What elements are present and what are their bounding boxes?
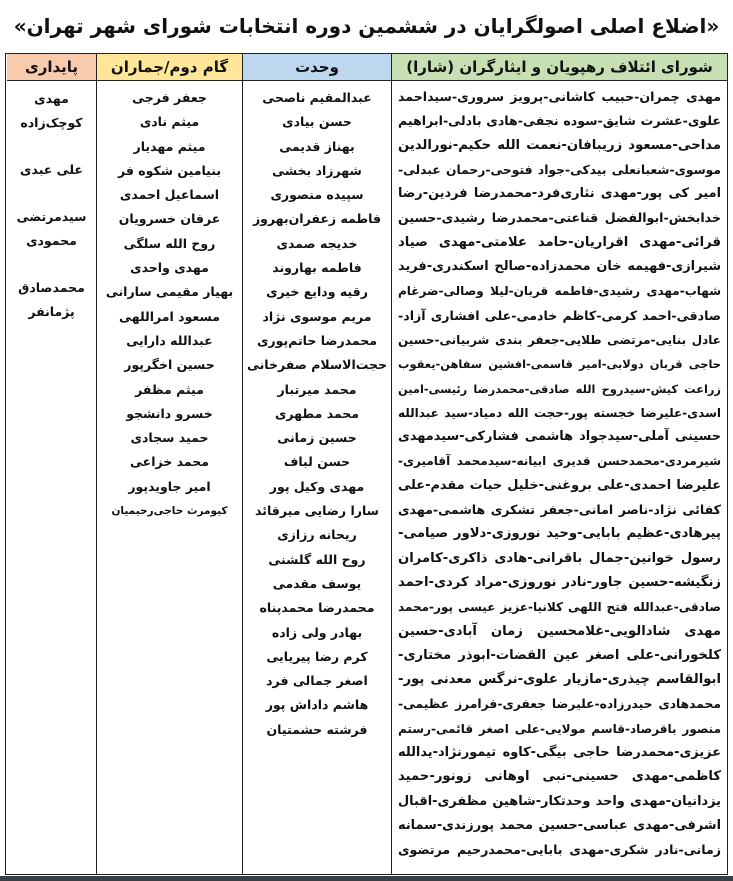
gam-member: بنیامین شکوه فر bbox=[117, 162, 222, 178]
vahdat-member: عبدالمقیم ناصحی bbox=[262, 90, 372, 105]
sara-text-line: عزیزی-محمدرضا حاجی بیگی-کاوه تیمورنژاد-یدالله bbox=[398, 745, 721, 761]
header-vahdat: وحدت bbox=[243, 54, 391, 81]
sara-text-line: زمانی-نادر شکری-مهدی بابایی-محمدرحیم مرتضوی bbox=[398, 842, 721, 858]
vahdat-member: بهادر ولی زاده bbox=[271, 624, 363, 640]
gam-member: حسین اخگرپور bbox=[124, 357, 215, 373]
sara-text-line: قرائی-مهدی اقراریان-حامد علامتی-مهدی صیاد bbox=[398, 234, 721, 250]
gam-member: امیر جاویدپور bbox=[128, 478, 211, 494]
sara-text-line: کلخورانی-علی اصغر عین القضات-ابوذر مختاری- bbox=[398, 647, 721, 663]
sara-text-line: مهدی شادالویی-غلامحسین زمان آبادی-حسین bbox=[398, 623, 721, 639]
vahdat-member: کرم رضا پیریایی bbox=[266, 648, 368, 664]
sara-text-line: شهاب-مهدی رشیدی-فاطمه قربان-لیلا وصالی-ضرغام bbox=[398, 284, 721, 299]
vahdat-member: مریم موسوی نژاد bbox=[262, 308, 372, 324]
gam-member: میثم مظفر bbox=[135, 381, 204, 397]
vahdat-member: بهناز قدیمی bbox=[279, 138, 355, 154]
vahdat-member: خدیجه صمدی bbox=[276, 235, 358, 251]
sara-text-line: محمدهادی حیدرزاده-علیرضا جعفری-فرامرز عظیمی- bbox=[398, 697, 721, 712]
vahdat-member: هاشم داداش پور bbox=[265, 697, 369, 713]
gam-member: بهیار مقیمی سارانی bbox=[105, 284, 234, 300]
gam-member: مسعود امراللهی bbox=[119, 308, 220, 324]
sara-text-line: کاظمی-مهدی حسینی-نبی اوهانی زونور-حمید bbox=[398, 769, 721, 785]
sara-text-line: منصور باقرصاد-قاسم مولایی-علی اصغر قائمی-رستم bbox=[398, 721, 721, 736]
vahdat-member: فاطمه بهاروند bbox=[272, 260, 362, 276]
sara-text-line: شیرمردی-محمدحسن قدیری ابیانه-سیدمحمد آقامیری- bbox=[398, 454, 721, 469]
sara-text-line: حاجی قربان دولابی-امیر قاسمی-افشین سفاهن-یعقوب bbox=[398, 357, 721, 372]
sara-text-line: یزدانیان-مهدی واحد وحدتکار-شاهین مظفری-اقبال bbox=[398, 793, 721, 809]
paydari-member: مهدی کوچک‌زاده bbox=[20, 91, 83, 130]
vahdat-member: اصغر جمالی فرد bbox=[266, 673, 368, 689]
sara-text-line: علیرضا احمدی-علی بروغنی-خلیل حیات مقدم-علی bbox=[398, 477, 721, 493]
sara-text-line: اسدی-علیرضا خجسته پور-حجت الله دمیاد-سید عبدالله bbox=[398, 405, 721, 420]
gam-member: میثم مهدیار bbox=[133, 138, 206, 154]
vahdat-member: حسن بیادی bbox=[282, 114, 352, 130]
gam-member: جعفر فرجی bbox=[132, 90, 207, 105]
vahdat-member: محمد مطهری bbox=[274, 405, 360, 421]
column-sara bbox=[391, 54, 727, 874]
page-title: «اضلاع اصلی اصولگرایان در ششمین دوره انتخابات شورای شهر تهران» bbox=[0, 6, 733, 46]
vahdat-member: حجت‌الاسلام صفرخانی bbox=[246, 357, 388, 373]
header-gam-dovvom: گام دوم/جماران bbox=[97, 54, 242, 81]
sara-text-line: مهدی چمران-حبیب کاشانی-پرویز سروری-سیداحمد bbox=[398, 89, 721, 104]
header-paydari: پایداری bbox=[7, 54, 96, 81]
sara-members-text bbox=[392, 81, 727, 863]
sara-text-line: عادل بنایی-مرتضی طلایی-جعفر بندی شربیانی-حسین bbox=[398, 332, 721, 347]
vahdat-member: فرشته حشمتیان bbox=[266, 721, 368, 737]
vahdat-member: یوسف مقدمی bbox=[272, 575, 362, 591]
column-gam-dovvom bbox=[96, 54, 242, 874]
gam-member: کیومرث حاجی‌رحیمیان bbox=[111, 505, 228, 518]
gam-member: محمد خزاعی bbox=[130, 454, 209, 470]
factions-table bbox=[5, 53, 728, 875]
vahdat-member: محمد میرتبار bbox=[277, 381, 357, 397]
sara-text-line: زنگیشه-حسین جاور-نادر نوروزی-مراد کردی-احمد bbox=[398, 574, 721, 590]
paydari-member: سیدمرتضی محمودی bbox=[16, 209, 87, 248]
vahdat-member: حسن لباف bbox=[283, 454, 351, 470]
paydari-members-list bbox=[7, 81, 96, 324]
vahdat-member: شهرزاد بخشی bbox=[272, 162, 362, 178]
sara-text-line: امیر کی پور-مهدی نثاری‌فرد-محمدرضا فردین-رضا bbox=[398, 186, 721, 202]
gam-members-list bbox=[97, 81, 242, 523]
vahdat-member: حسین زمانی bbox=[277, 430, 357, 446]
gam-member: خسرو دانشجو bbox=[126, 405, 213, 421]
sara-text-line: صادقی-عبدالله فتح اللهی کلانیا-عزیز عیسی پور-محمد bbox=[398, 600, 721, 615]
sara-text-line: علوی-عشرت شایق-سوده نجفی-هادی بادلی-ابراهیم bbox=[398, 113, 721, 129]
sara-text-line: ابوالقاسم چیذری-مازیار علوی-نرگس معدنی پور- bbox=[398, 672, 721, 688]
sara-text-line: پیرهادی-عظیم بابایی-وحید نوروزی-دلاور صیامی- bbox=[398, 526, 721, 542]
vahdat-member: سارا رضایی میرقائد bbox=[255, 503, 379, 519]
vahdat-member: سپیده منصوری bbox=[270, 187, 364, 203]
sara-text-line: زراعت کیش-سیدروح الله صادقی-محمدرضا رئیسی-امین bbox=[398, 381, 721, 396]
gam-member: روح الله سلگی bbox=[123, 235, 216, 251]
vahdat-member: مهدی وکیل پور bbox=[269, 478, 365, 494]
sara-text-line: شیرازی-فهیمه خان محمدزاده-صالح اسکندری-فرید bbox=[398, 259, 721, 275]
gam-member: عبدالله دارایی bbox=[126, 332, 213, 348]
sara-text-line: مداحی-مسعود زریبافان-نعمت الله حکیم-نورالدین bbox=[398, 137, 721, 153]
gam-member: میثم نادی bbox=[139, 114, 200, 130]
bottom-bar bbox=[0, 876, 733, 881]
sara-text-line: اشرفی-مهدی عباسی-حسین محمد پورزندی-سمانه bbox=[398, 817, 721, 833]
gam-member: عرفان خسرویان bbox=[118, 211, 221, 227]
paydari-member: علی عبدی bbox=[20, 162, 83, 177]
sara-text-line: موسوی-شعبانعلی بیدکی-جواد فتوحی-رحمان عبدلی- bbox=[398, 162, 721, 177]
vahdat-member: روح الله گلشنی bbox=[268, 551, 366, 567]
vahdat-member: محمدرضا حاتم‌پوری bbox=[256, 332, 378, 348]
sara-text-line: خدابخش-ابوالفضل قناعتی-محمدرضا رشیدی-حسین bbox=[398, 210, 721, 226]
gam-member: اسماعیل احمدی bbox=[119, 187, 220, 203]
gam-member: مهدی واحدی bbox=[130, 260, 209, 276]
sara-text-line: کفائی نژاد-ناصر امانی-جعفر تشکری هاشمی-مهدی bbox=[398, 502, 721, 518]
paydari-member: محمدصادق پژمانفر bbox=[18, 280, 85, 319]
vahdat-member: رقیه ودایع خیری bbox=[266, 284, 368, 300]
sara-text-line: حسینی آملی-سیدجواد هاشمی فشارکی-سیدمهدی bbox=[398, 429, 721, 445]
gam-member: حمید سجادی bbox=[130, 430, 209, 446]
vahdat-member: محمدرضا محمدپناه bbox=[259, 600, 375, 616]
header-sara: شورای ائتلاف رهپویان و ایثارگران (شارا) bbox=[392, 54, 727, 81]
vahdat-members-list bbox=[243, 81, 391, 742]
column-paydari bbox=[7, 54, 96, 874]
vahdat-member: فاطمه زعفران‌بهروز bbox=[252, 211, 382, 227]
sara-text-line: رسول خوانین-جمال باقرانی-هادی ذاکری-کامران bbox=[398, 550, 721, 566]
sara-text-line: صادقی-احمد کرمی-کاظم خادمی-علی افشاری آزاد- bbox=[398, 307, 721, 323]
vahdat-member: ریحانه رزازی bbox=[277, 527, 357, 543]
column-vahdat bbox=[242, 54, 391, 874]
